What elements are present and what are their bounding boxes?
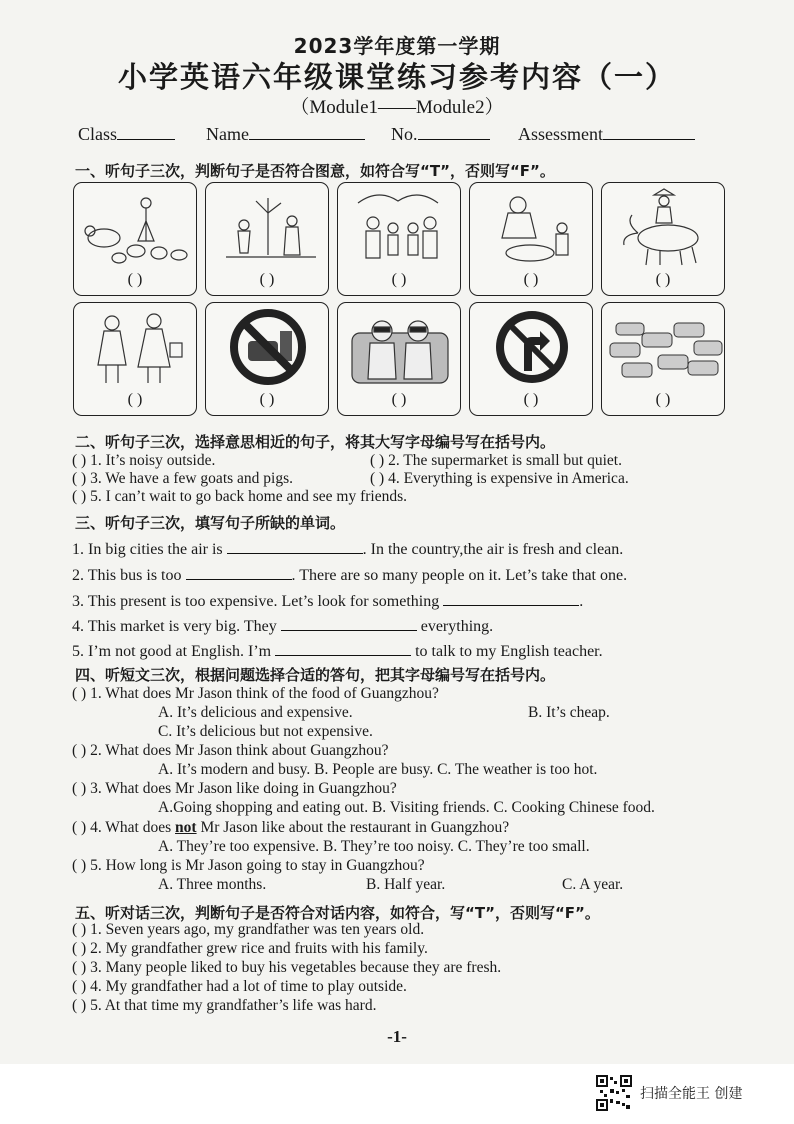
picture-cell-6 xyxy=(73,302,197,416)
section4-q1-option-a: A. It’s delicious and expensive. xyxy=(158,704,353,721)
boy-on-buffalo-picture xyxy=(602,183,725,273)
section3-item-5: 5. I’m not good at English. I’m to talk to my English teacher. xyxy=(72,643,603,660)
class-field[interactable] xyxy=(78,124,175,145)
family-picture xyxy=(338,183,461,273)
student-info-line xyxy=(78,124,728,146)
section4-q5: ( ) 5. How long is Mr Jason going to stay in Guangzhou? xyxy=(72,857,425,874)
planting-tree-picture xyxy=(206,183,329,273)
section5-item-5: ( ) 5. At that time my grandfather’s life was hard. xyxy=(72,997,377,1014)
section2-item-5: ( ) 5. I can’t wait to go back home and see my friends. xyxy=(72,488,408,505)
section2-item-3: ( ) 3. We have a few goats and pigs. xyxy=(72,470,293,487)
no-food-sign-picture xyxy=(206,303,329,393)
picture-cell-7 xyxy=(205,302,329,416)
section3-item-1: 1. In big cities the air is . In the country,the air is fresh and clean. xyxy=(72,541,624,558)
section4-q1-option-c: C. It’s delicious but not expensive. xyxy=(158,723,373,740)
section5-heading: 五、听对话三次，判断句子是否符合对话内容，如符合，写“T”，否则写“F”。 xyxy=(75,904,600,922)
section4-q1: ( ) 1. What does Mr Jason think of the food of Guangzhou? xyxy=(72,685,439,702)
section4-q3-options: A.Going shopping and eating out. B. Visiting friends. C. Cooking Chinese food. xyxy=(158,799,655,816)
section5-item-3: ( ) 3. Many people liked to buy his vegetables because they are fresh. xyxy=(72,959,502,976)
answer-paren-8[interactable]: ( ) xyxy=(391,391,407,408)
picture-cell-5 xyxy=(601,182,725,296)
answer-blank-2[interactable] xyxy=(186,565,292,580)
farm-animals-picture xyxy=(74,183,197,273)
picture-cell-10 xyxy=(601,302,725,416)
answer-paren-10[interactable]: ( ) xyxy=(655,391,671,408)
assessment-field[interactable] xyxy=(518,124,695,145)
mother-child-picture xyxy=(470,183,593,273)
name-field[interactable] xyxy=(206,124,365,145)
answer-paren-3[interactable]: ( ) xyxy=(391,271,407,288)
emphasis-not: not xyxy=(175,819,197,836)
section5-item-2: ( ) 2. My grandfather grew rice and fruits with his family. xyxy=(72,940,428,957)
section5-item-1: ( ) 1. Seven years ago, my grandfather was ten years old. xyxy=(72,921,425,938)
class-label: Class xyxy=(78,124,118,144)
picture-cell-9 xyxy=(469,302,593,416)
picture-grid xyxy=(73,182,727,418)
worksheet-title: 小学英语六年级课堂练习参考内容（一） xyxy=(117,60,676,94)
picture-cell-3 xyxy=(337,182,461,296)
section3-heading: 三、听句子三次，填写句子所缺的单词。 xyxy=(75,514,346,532)
picture-cell-8 xyxy=(337,302,461,416)
module-range: （Module1——Module2） xyxy=(290,97,504,118)
scanner-watermark-text: 扫描全能王 创建 xyxy=(640,1086,743,1102)
section4-q1-option-b: B. It’s cheap. xyxy=(528,704,610,721)
section4-q5-option-c: C. A year. xyxy=(562,876,624,893)
section4-q3: ( ) 3. What does Mr Jason like doing in Guangzhou? xyxy=(72,780,397,797)
picture-cell-2 xyxy=(205,182,329,296)
section4-q4: ( ) 4. What does not Mr Jason like about the restaurant in Guangzhou? xyxy=(72,819,510,836)
number-field[interactable] xyxy=(391,124,490,145)
answer-paren-4[interactable]: ( ) xyxy=(523,271,539,288)
section4-heading: 四、听短文三次，根据问题选择合适的答句，把其字母编号写在括号内。 xyxy=(75,666,556,684)
number-label: No. xyxy=(391,124,418,144)
section1-heading: 一、听句子三次，判断句子是否符合图意，如符合写“T”，否则写“F”。 xyxy=(75,162,555,180)
no-right-turn-sign-picture xyxy=(470,303,593,393)
section3-item-2: 2. This bus is too . There are so many people on it. Let’s take that one. xyxy=(72,567,628,584)
answer-paren-5[interactable]: ( ) xyxy=(655,271,671,288)
picture-cell-4 xyxy=(469,182,593,296)
section2-item-4: ( ) 4. Everything is expensive in America. xyxy=(370,470,629,487)
page-number: -1- xyxy=(387,1027,407,1046)
section4-q5-option-a: A. Three months. xyxy=(158,876,267,893)
section3-item-3: 3. This present is too expensive. Let’s look for something . xyxy=(72,593,584,610)
section4-q4-options: A. They’re too expensive. B. They’re too noisy. C. They’re too small. xyxy=(158,838,590,855)
answer-blank-3[interactable] xyxy=(443,591,579,606)
answer-blank-4[interactable] xyxy=(281,616,417,631)
traffic-jam-picture xyxy=(602,303,725,393)
answer-blank-5[interactable] xyxy=(275,641,411,656)
section3-item-4: 4. This market is very big. They everything. xyxy=(72,618,494,635)
picture-cell-1 xyxy=(73,182,197,296)
section4-q2: ( ) 2. What does Mr Jason think about Guangzhou? xyxy=(72,742,389,759)
name-label: Name xyxy=(206,124,249,144)
cinema-couple-picture xyxy=(338,303,461,393)
answer-paren-9[interactable]: ( ) xyxy=(523,391,539,408)
answer-paren-1[interactable]: ( ) xyxy=(127,271,143,288)
section2-heading: 二、听句子三次，选择意思相近的句子，将其大写字母编号写在括号内。 xyxy=(75,433,556,451)
answer-paren-6[interactable]: ( ) xyxy=(127,391,143,408)
assessment-label: Assessment xyxy=(518,124,603,144)
section4-q5-option-b: B. Half year. xyxy=(366,876,446,893)
section5-item-4: ( ) 4. My grandfather had a lot of time to play outside. xyxy=(72,978,407,995)
term-title: 2023学年度第一学期 xyxy=(293,34,501,58)
answer-paren-2[interactable]: ( ) xyxy=(259,271,275,288)
qr-code-icon xyxy=(596,1075,632,1111)
shopping-girls-picture xyxy=(74,303,197,393)
section2-item-2: ( ) 2. The supermarket is small but quiet. xyxy=(370,452,622,469)
answer-paren-7[interactable]: ( ) xyxy=(259,391,275,408)
section2-item-1: ( ) 1. It’s noisy outside. xyxy=(72,452,216,469)
answer-blank-1[interactable] xyxy=(227,539,363,554)
section4-q2-options: A. It’s modern and busy. B. People are busy. C. The weather is too hot. xyxy=(158,761,598,778)
